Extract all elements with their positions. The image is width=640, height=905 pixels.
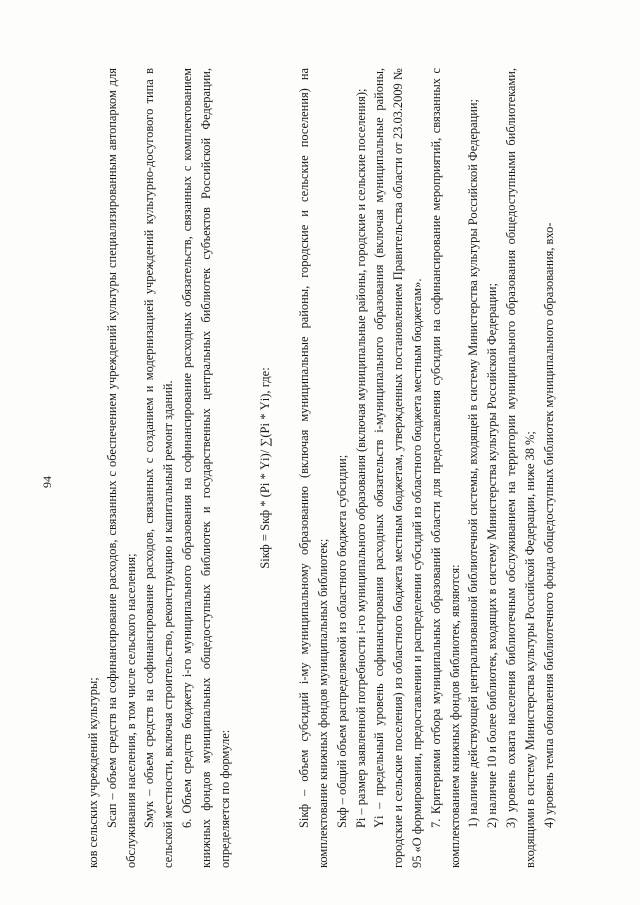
list-item-3: 3) уровень охвата населения библиотечным обслуживанием на территории муниципального образования общедоступными библиотеками, входящими в систему Министерства культуры Российской Федерации, ниже 38 %; xyxy=(503,68,537,868)
rotated-document xyxy=(40,68,556,868)
list-item-1: 1) наличие действующей централизованной библиотечной системы, входящей в систему Министерства культуры Российской Федерации; xyxy=(466,99,481,828)
formula: Sікф = Sкф * (Рі * Yі)/ ∑(Рі * Yі), где: xyxy=(258,367,273,569)
list-item-4: 4) уровень темпа обновления библиотечного фонда общедоступных библиотек муниципального образования, вхо- xyxy=(541,222,556,828)
paragraph-continuation: ков сельских учреждений культуры; xyxy=(86,677,100,868)
document-body xyxy=(84,68,558,868)
paragraph-item-7: 7. Критериями отбора муниципальных образований области для предоставления субсидии на софинансирование мероприятий, связанных с комплектованием книжных фондов библиотек, являются: xyxy=(428,68,462,868)
paragraph-skf-definition: Sкф – общий объем распределяемой из областного бюджета субсидии; xyxy=(334,454,349,828)
paragraph-pi-definition: Рі – размер заявленной потребности i-го муниципального образования (включая муниципальные районы, городские и сельские поселения); xyxy=(353,88,368,828)
paragraph-smuk-definition: Sмук – объем средств на софинансирование расходов, связанных с созданием и модернизацией учреждений культурно-досугового типа в сельской местности, включая строительство, реконструкцию и капитальный ремонт зданий. xyxy=(142,68,176,868)
list-item-2: 2) наличие 10 и более библиотек, входящих в систему Министерства культуры Российской Федерации; xyxy=(485,283,500,828)
paragraph-ssap-definition: Sсап – объем средств на софинансирование расходов, связанных с обеспечением учреждений культуры специализированным автопарком для обслуживания населения, в том числе сельского населения; xyxy=(104,68,138,868)
paragraph-yi-definition: Yі – предельный уровень софинансирования расходных обязательств i-муниципального образования (включая муниципальные районы, городские и сельские поселения) из областного бюджета местным бюджетам, утвержденных постановлением Правительства области от 23.03.2009 № 95 «О формировании, предоставлении и распределении субсидий из областного бюджета местным бюджетам». xyxy=(372,68,424,868)
page-number: 94 xyxy=(40,476,54,488)
paragraph-sikf-definition: Sікф – объем субсидий i-му муниципальному образованию (включая муниципальные районы, городские и сельские поселения) на комплектование книжных фондов муниципальных библиотек; xyxy=(297,68,330,868)
paragraph-item-6: 6. Объем средств бюджету i-го муниципального образования на софинансирование расходных обязательств, связанных с комплектованием книжных фондов муниципальных общедоступных библиотек и государственных центральных библиотек субъектов Российской Федерации, определяется по формуле: xyxy=(179,68,232,868)
